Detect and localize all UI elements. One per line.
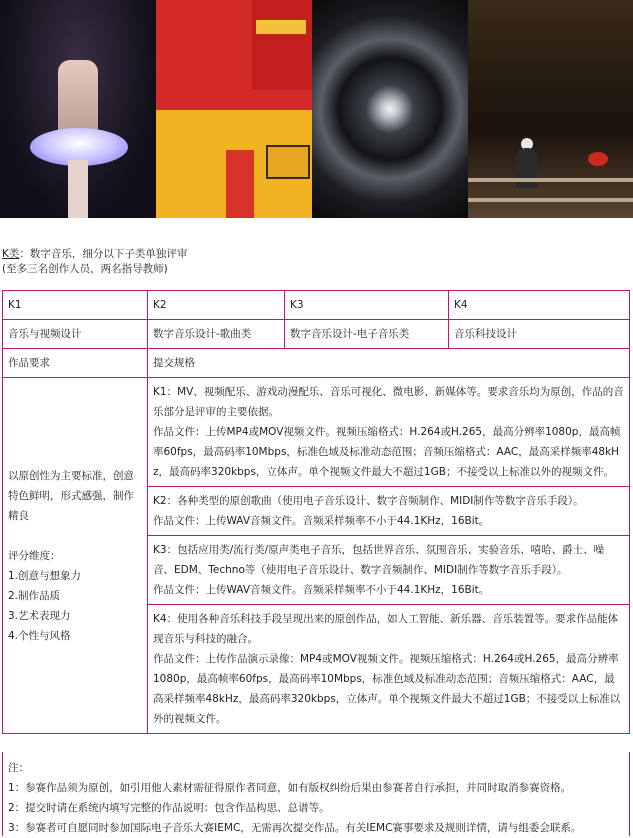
category-name-k1: 音乐与视频设计 xyxy=(3,320,148,349)
spec-desc-k3: K3：包括应用类/流行类/原声类电子音乐，包括世界音乐、氛围音乐、实验音乐、嘻哈、爵士、噪音、EDM、Techno等（使用电子音乐设计、数字音频制作、MIDI制作等数字音乐手段）。 xyxy=(153,544,605,576)
note-item: 2：提交时请在系统内填写完整的作品说明：包含作品构思、总谱等。 xyxy=(8,802,330,814)
spec-cell-k4 xyxy=(148,605,630,734)
intro-line-1-rest: ：数字音乐，细分以下子类单独评审 xyxy=(19,248,188,260)
requirements-header: 作品要求 xyxy=(3,349,148,378)
category-header-k2: K2 xyxy=(148,291,285,320)
balcony-photo xyxy=(468,0,633,218)
criteria-cell xyxy=(3,378,148,734)
dimension-item: 1.创意与想象力 xyxy=(8,569,82,582)
spec-desc-k2: K2：各种类型的原创歌曲（使用电子音乐设计、数字音频制作、MIDI制作等数字音乐手段）。 xyxy=(153,495,584,507)
category-header-k4: K4 xyxy=(449,291,630,320)
spec-desc-k4: K4：使用各种音乐科技手段呈现出来的原创作品，如人工智能、新乐器、音乐装置等。要求作品能体现音乐与科技的融合。 xyxy=(153,613,619,645)
dancer-photo xyxy=(0,0,156,218)
category-table xyxy=(2,290,630,734)
temple-wall xyxy=(252,0,312,90)
balcony-rail-lower xyxy=(468,198,633,202)
spec-file-k2: 作品文件：上传WAV音频文件。音频采样频率不小于44.1KHz，16Bit。 xyxy=(153,515,490,527)
spec-cell-k3 xyxy=(148,536,630,605)
dimension-item: 4.个性与风格 xyxy=(8,629,71,642)
k-category-link[interactable]: K类 xyxy=(2,248,20,260)
red-lamp xyxy=(588,152,608,166)
category-name-row xyxy=(3,320,630,349)
category-header-row xyxy=(3,291,630,320)
spec-desc-k1: K1：MV、视频配乐、游戏动漫配乐、音乐可视化、微电影、新媒体等。要求音乐均为原创，作品的音乐部分是评审的主要依据。 xyxy=(153,386,624,418)
spec-cell-k1 xyxy=(148,378,630,487)
intro-line-2: (至多三名创作人员，两名指导教师) xyxy=(2,263,168,275)
requirements-header-row xyxy=(3,349,630,378)
dancer-legs xyxy=(68,160,88,218)
intro-line-1 xyxy=(2,247,187,262)
window-frame xyxy=(266,145,310,179)
category-header-k3: K3 xyxy=(285,291,449,320)
architecture-photo xyxy=(156,0,312,218)
dimension-item: 2.制作品质 xyxy=(8,589,61,602)
spec-file-k4: 作品文件：上传作品演示录像：MP4或MOV视频文件。视频压缩格式：H.264或H.265，最高分辨率1080p，最高帧率60fps，最高码率10Mbps，标准色域及标准动态范围；音频压缩格式：AAC，最高采样频率48kHz，最高码率320kbps，立体声。单个视频文件最大不超过1GB；不接受以上标准以外的视频文件。 xyxy=(153,653,621,725)
spec-file-k1: 作品文件：上传MP4或MOV视频文件。视频压缩格式：H.264或H.265，最高分辨率1080p，最高帧率60fps，最高码率10Mbps，标准色域及标准动态范围；音频压缩格式：AAC，最高采样频率48kHz，最高码率320kbps，立体声。单个视频文件最大不超过1GB；不接受以上标准以外的视频文件。 xyxy=(153,426,621,478)
balcony-rail xyxy=(468,178,633,182)
person-figure xyxy=(516,148,538,188)
intro-text xyxy=(2,247,187,277)
note-item: 1：参赛作品须为原创，如引用他人素材需征得原作者同意，如有版权纠纷后果由参赛者自行承担，并同时取消参赛资格。 xyxy=(8,782,572,794)
notes-title: 注： xyxy=(8,762,29,774)
category-name-k2: 数字音乐设计-歌曲类 xyxy=(148,320,285,349)
criteria-text: 以原创性为主要标准，创意特色鲜明，形式感强，制作精良 xyxy=(8,469,134,522)
dimension-item: 3.艺术表现力 xyxy=(8,609,71,622)
banner xyxy=(0,0,633,218)
spec-cell-k2 xyxy=(148,487,630,536)
red-panel xyxy=(226,150,254,218)
category-header-k1: K1 xyxy=(3,291,148,320)
dimensions-title: 评分维度： xyxy=(8,549,61,562)
specs-header: 提交规格 xyxy=(148,349,630,378)
category-name-k4: 音乐科技设计 xyxy=(449,320,630,349)
note-item: 3：参赛者可自愿同时参加国际电子音乐大赛IEMC，无需再次提交作品。有关IEMC赛事要求及规则详情，请与组委会联系。 xyxy=(8,822,582,834)
temple-roof xyxy=(256,20,306,34)
notes-section xyxy=(2,752,630,836)
tunnel-photo xyxy=(312,0,468,218)
spec-file-k3: 作品文件：上传WAV音频文件。音频采样频率不小于44.1KHz，16Bit。 xyxy=(153,584,490,596)
category-name-k3: 数字音乐设计-电子音乐类 xyxy=(285,320,449,349)
spec-row-k1 xyxy=(3,378,630,487)
